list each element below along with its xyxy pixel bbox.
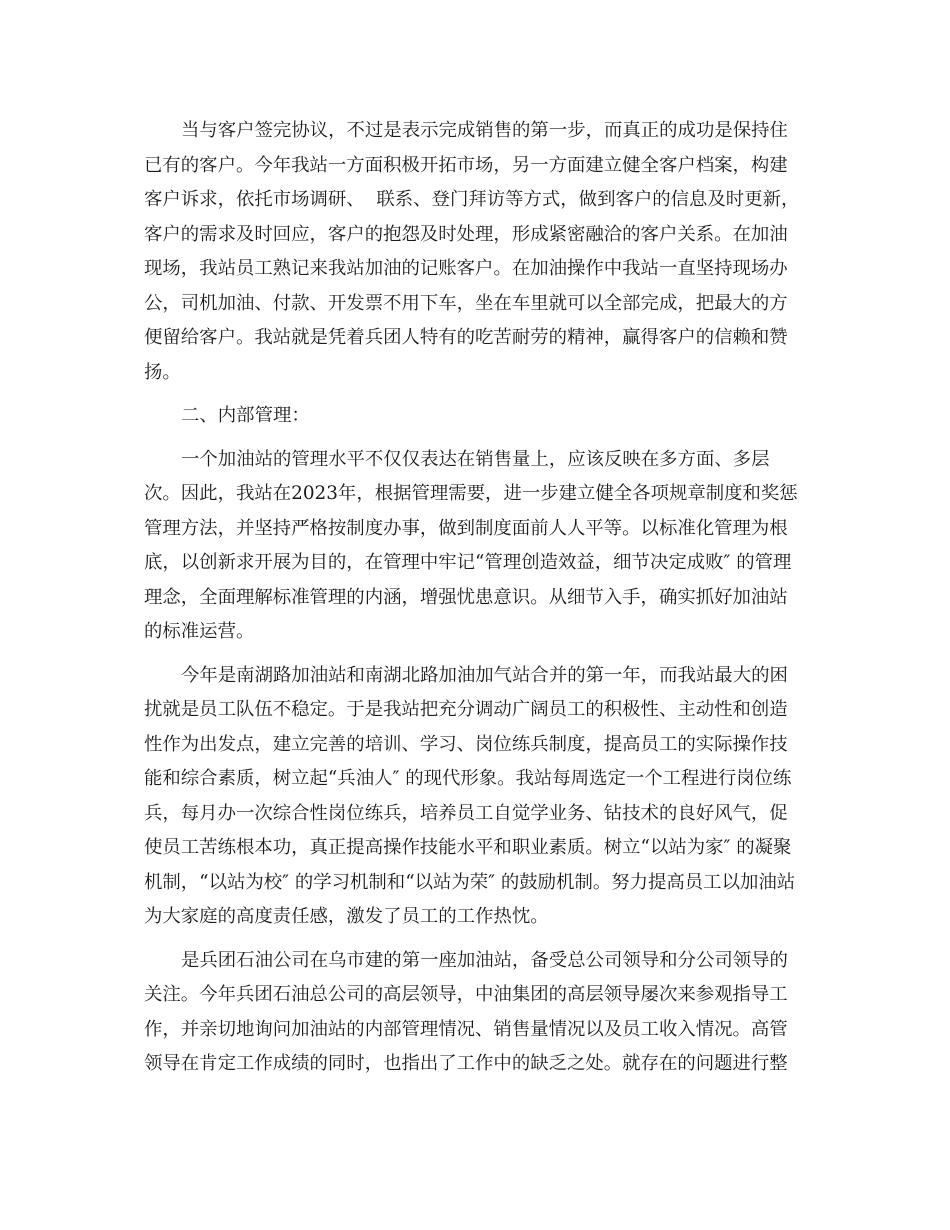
text-line: 机制，“以站为校″ 的学习机制和“以站为荣″ 的鼓励机制。努力提高员工以加油站 [144, 871, 796, 893]
text-line: 便留给客户。我站就是凭着兵团人特有的吃苦耐劳的精神，赢得客户的信赖和赞 [144, 327, 788, 348]
text-line: 领导在肯定工作成绩的同时，也指出了工作中的缺乏之处。就存在的问题进行整 [144, 1053, 788, 1074]
text-line: 次。因此，我站在2023年，根据管理需要，进一步建立健全各项规章制度和奖惩 [144, 483, 798, 504]
text-line: 客户的需求及时回应，客户的抱怨及时处理，形成紧密融洽的客户关系。在加油 [144, 223, 788, 245]
text-line: 今年是南湖路加油站和南湖北路加油加气站合并的第一年，而我站最大的困 [181, 664, 788, 686]
text-line: 理念，全面理解标准管理的内涵，增强忧患意识。从细节入手，确实抓好加油站 [144, 586, 788, 608]
text-line: 是兵团石油公司在乌市建的第一座加油站，备受总公司领导和分公司领导的 [181, 949, 788, 971]
text-line: 管理方法，并坚持严格按制度办事，做到制度面前人人平等。以标准化管理为根 [144, 517, 788, 539]
text-line: 能和综合素质，树立起“兵油人″ 的现代形象。我站每周选定一个工程进行岗位练 [144, 768, 792, 789]
text-line: 兵，每月办一次综合性岗位练兵，培养员工自觉学业务、钻技术的良好风气，促 [144, 802, 788, 824]
text-line: 现场，我站员工熟记来我站加油的记账客户。在加油操作中我站一直坚持现场办 [144, 258, 788, 279]
section-heading-internal-management [144, 399, 809, 434]
text-line: 作，并亲切地询问加油站的内部管理情况、销售量情况以及员工收入情况。高管 [144, 1018, 788, 1040]
paragraph-staff-training [144, 659, 809, 935]
text-line: 扬。 [144, 361, 181, 383]
text-line: 使员工苦练根本功，真正提高操作技能水平和职业素质。树立“以站为家″ 的凝聚 [144, 837, 792, 858]
paragraph-management-level [144, 443, 809, 650]
text-line: 为大家庭的高度责任感，激发了员工的工作热忱。 [144, 906, 549, 927]
text-line: 性作为出发点，建立完善的培训、学习、岗位练兵制度，提高员工的实际操作技 [144, 733, 788, 755]
text-line: 已有的客户。今年我站一方面积极开拓市场，另一方面建立健全客户档案，构建 [144, 154, 788, 176]
text-line: 扰就是员工队伍不稳定。于是我站把充分调动广阔员工的积极性、主动性和创造 [144, 699, 788, 720]
text-line: 底，以创新求开展为目的，在管理中牢记“管理创造效益，细节决定成败″ 的管理 [144, 552, 792, 573]
text-line: 公，司机加油、付款、开发票不用下车，坐在车里就可以全部完成，把最大的方 [144, 292, 788, 314]
text-line: 关注。今年兵团石油总公司的高层领导，中油集团的高层领导屡次来参观指导工 [144, 984, 788, 1005]
document-body [144, 114, 809, 1082]
text-line: 客户诉求，依托市场调研、 联系、登门拜访等方式，做到客户的信息及时更新， [144, 189, 800, 210]
text-line: 一个加油站的管理水平不仅仅表达在销售量上，应该反映在多方面、多层 [181, 448, 770, 470]
text-line: 当与客户签完协议，不过是表示完成销售的第一步，而真正的成功是保持住 [181, 120, 788, 141]
text-line: 的标准运营。 [144, 621, 255, 642]
section-heading: 二、内部管理： [181, 405, 310, 426]
paragraph-leadership-attention [144, 944, 809, 1082]
paragraph-customer-relations [144, 114, 809, 390]
